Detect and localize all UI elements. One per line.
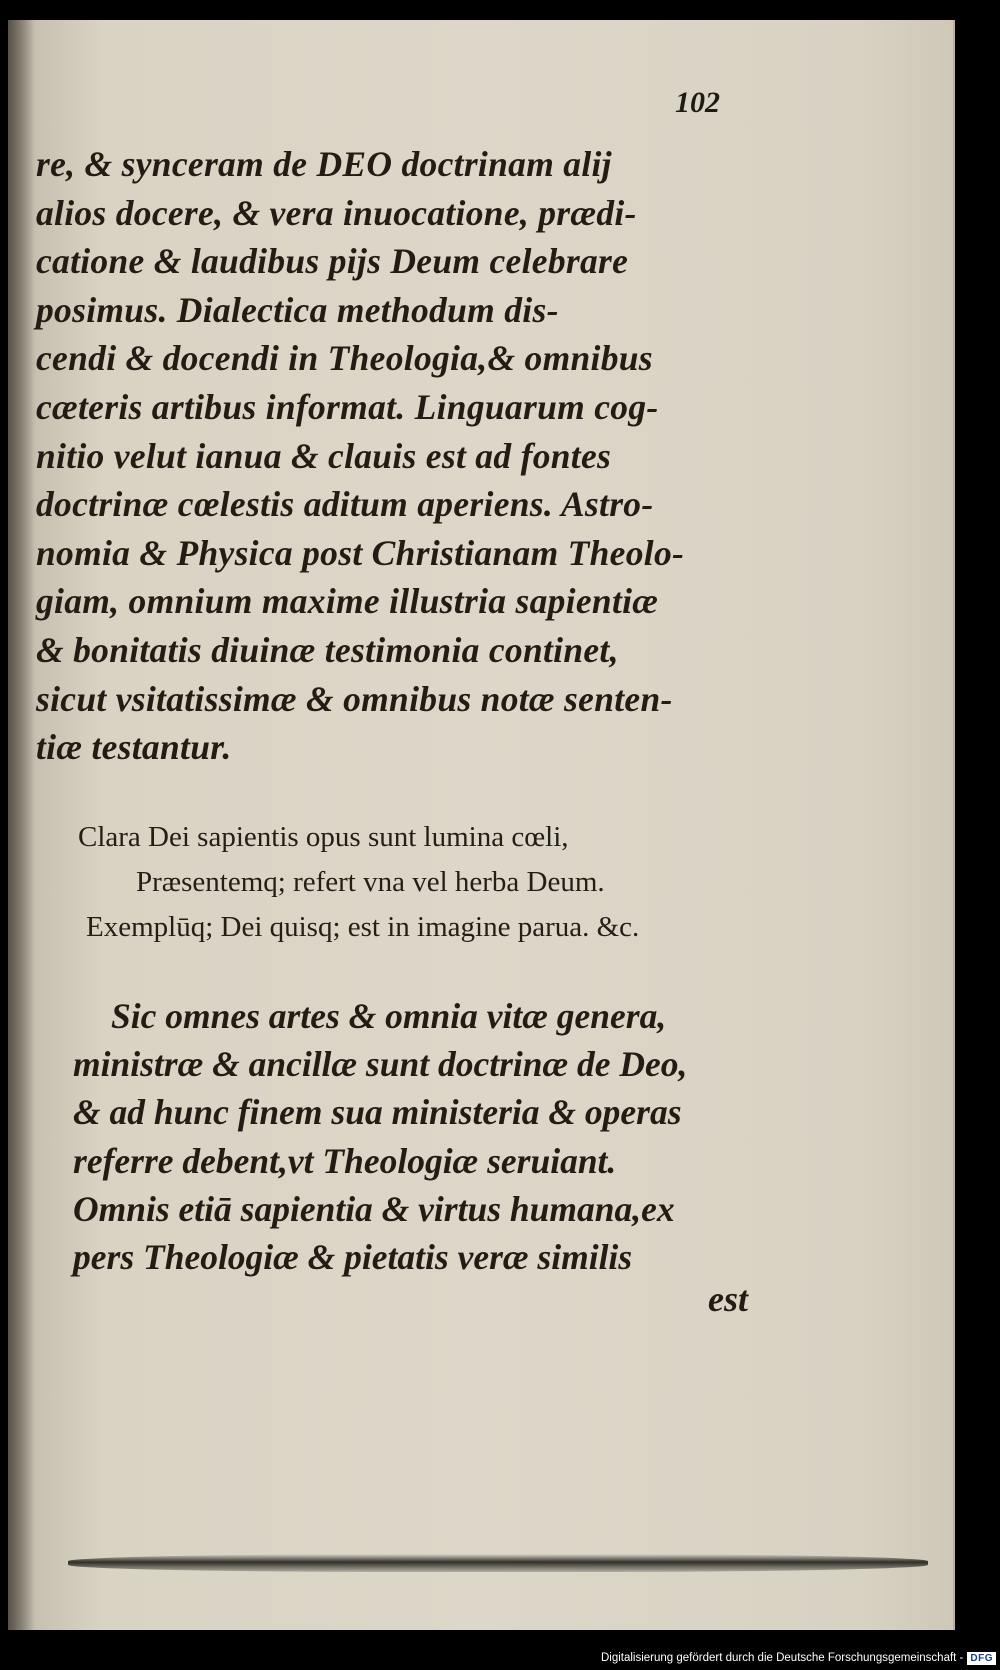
dfg-logo: DFG bbox=[967, 1652, 996, 1665]
text-line: catione & laudibus pijs Deum celebrare bbox=[36, 241, 629, 282]
gutter-shadow bbox=[8, 20, 34, 1630]
text-line: re, & synceram de DEO doctrinam alij bbox=[36, 144, 612, 184]
paragraph-2 bbox=[73, 992, 773, 1281]
text-line: cæteris artibus informat. Linguarum cog- bbox=[36, 386, 659, 427]
text-line: doctrinæ cœlestis aditum aperiens. Astro- bbox=[36, 484, 654, 525]
verse-line: Clara Dei sapientis opus sunt lumina cœli, bbox=[78, 821, 569, 853]
text-line: nomia & Physica post Christianam Theolo- bbox=[36, 532, 685, 573]
text-line: & bonitatis diuinæ testimonia continet, bbox=[36, 629, 619, 670]
book-page bbox=[8, 20, 955, 1630]
page-number: 102 bbox=[675, 86, 720, 119]
paragraph-1 bbox=[36, 140, 736, 772]
text-line: tiæ testantur. bbox=[36, 727, 232, 768]
text-line: alios docere, & vera inuocatione, prædi- bbox=[36, 192, 637, 233]
digitization-credit bbox=[601, 1649, 996, 1667]
page-bottom-edge bbox=[68, 1554, 928, 1572]
text-line: ministræ & ancillæ sunt doctrinæ de Deo, bbox=[73, 1044, 688, 1085]
text-line: & ad hunc finem sua ministeria & operas bbox=[73, 1092, 682, 1133]
text-line: Sic omnes artes & omnia vitæ genera, bbox=[111, 996, 667, 1036]
text-line: posimus. Dialectica methodum dis- bbox=[36, 289, 559, 330]
credit-text: Digitalisierung gefördert durch die Deutsche Forschungsgemeinschaft - bbox=[600, 1652, 964, 1664]
text-line: pers Theologiæ & pietatis veræ similis bbox=[73, 1237, 633, 1278]
text-line: nitio velut ianua & clauis est ad fontes bbox=[36, 435, 612, 476]
text-line: sicut vsitatissimæ & omnibus notæ senten- bbox=[36, 678, 673, 719]
verse-line: Exemplūq; Dei quisq; est in imagine parua. &c. bbox=[86, 911, 640, 943]
catchword: est bbox=[708, 1279, 748, 1319]
text-line: Omnis etiā sapientia & virtus humana,ex bbox=[73, 1188, 675, 1229]
text-line: giam, omnium maxime illustria sapientiæ bbox=[36, 581, 659, 622]
verse-quotation bbox=[78, 815, 778, 950]
verse-line: Præsentemq; refert vna vel herba Deum. bbox=[136, 866, 605, 898]
text-line: cendi & docendi in Theologia,& omnibus bbox=[36, 338, 653, 379]
text-line: referre debent,vt Theologiæ seruiant. bbox=[73, 1140, 617, 1181]
